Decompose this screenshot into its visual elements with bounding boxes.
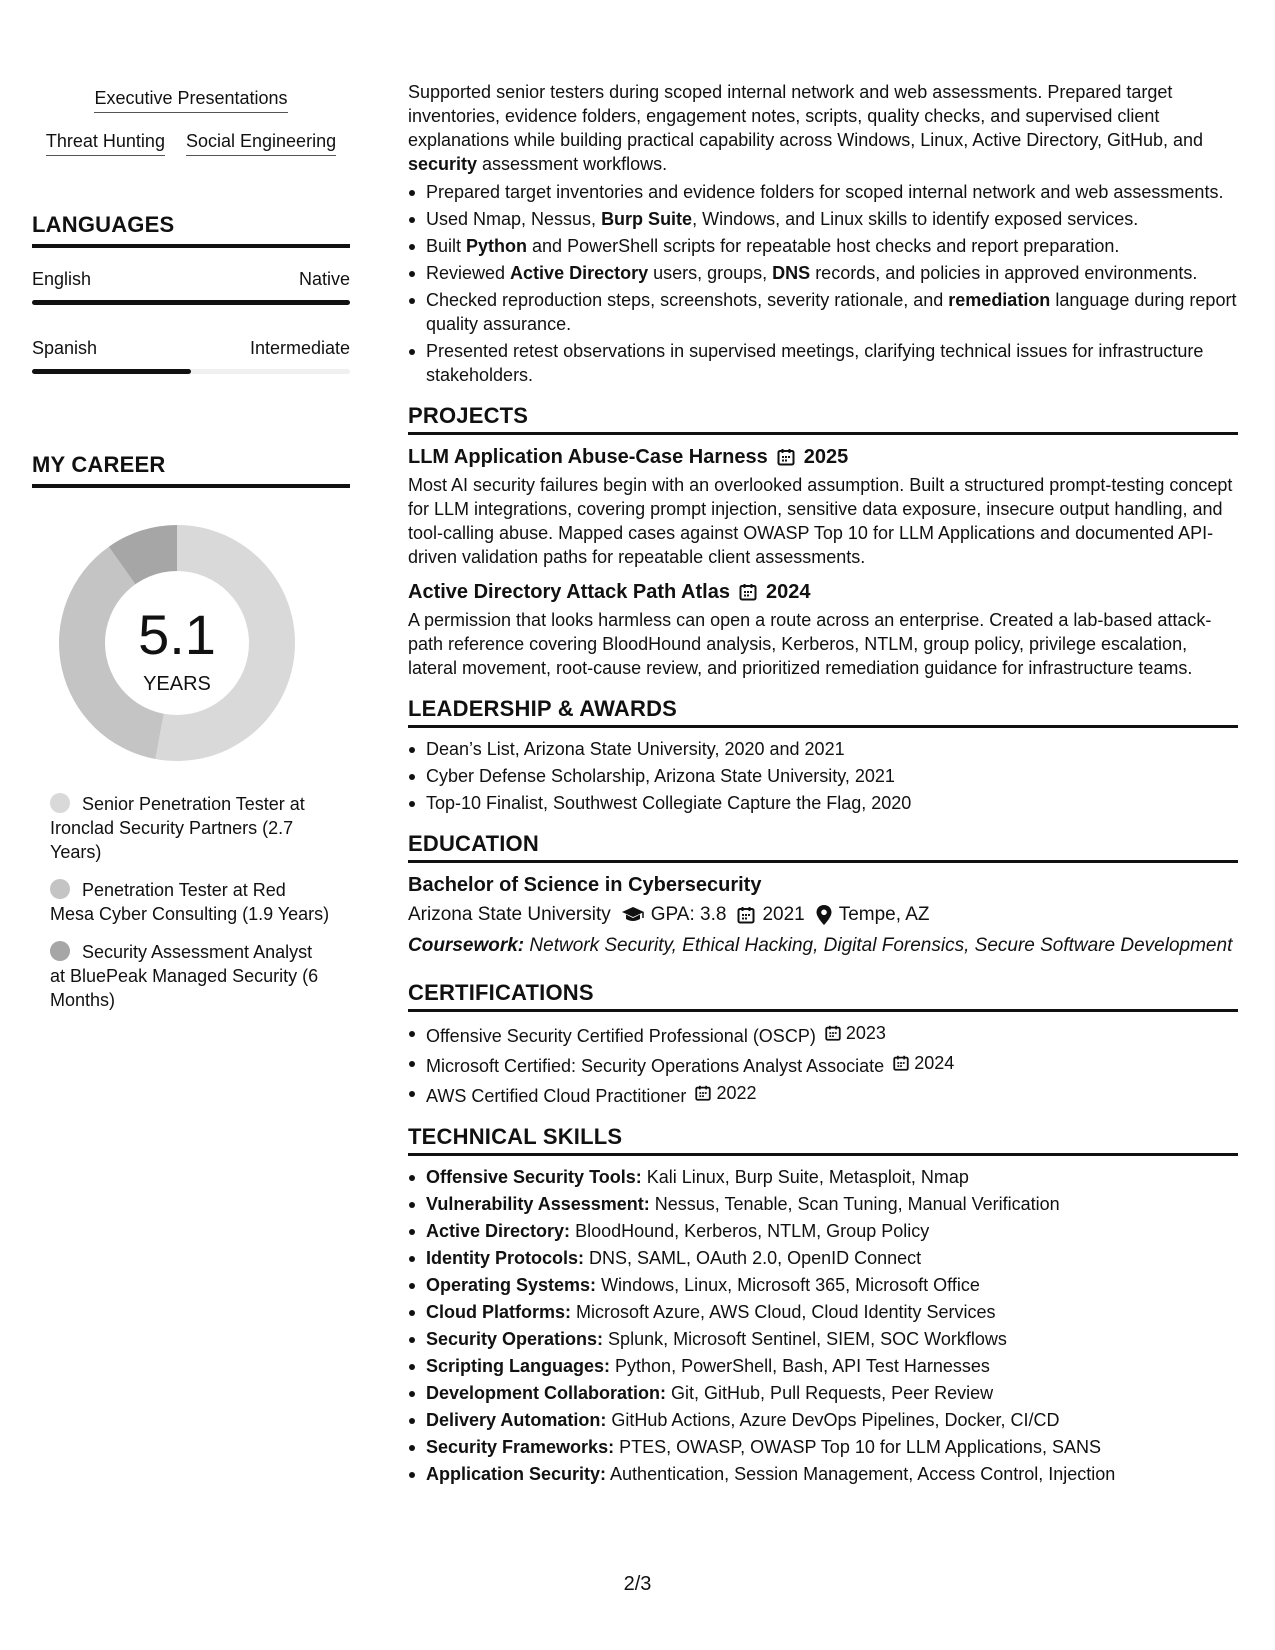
certification-item — [408, 1051, 1238, 1078]
skill-item — [408, 1408, 1238, 1432]
languages-heading: LANGUAGES — [32, 212, 350, 248]
career-role-text: Senior Penetration Tester at Ironclad Security Partners (2.7 Years) — [50, 794, 305, 862]
experience-bullet — [408, 261, 1238, 285]
skill-tag: Threat Hunting — [46, 130, 165, 156]
skill-value: Windows, Linux, Microsoft 365, Microsoft Office — [596, 1275, 980, 1295]
leadership-list — [408, 737, 1238, 815]
project-date — [738, 579, 811, 605]
skill-value: BloodHound, Kerberos, NTLM, Group Policy — [570, 1221, 930, 1241]
language-name: English — [32, 269, 92, 289]
bullet-bold: DNS — [772, 263, 811, 283]
leadership-item: Top-10 Finalist, Southwest Collegiate Capture the Flag, 2020 — [408, 791, 1238, 815]
skill-item — [408, 1300, 1238, 1324]
skill-item — [408, 1273, 1238, 1297]
skill-label: Development Collaboration: — [426, 1383, 667, 1403]
projects-heading: PROJECTS — [408, 403, 1238, 435]
main-column — [408, 80, 1238, 1489]
skill-item — [408, 1165, 1238, 1189]
school-name: Arizona State University — [408, 904, 611, 925]
skills-list — [408, 1165, 1238, 1486]
experience-bullet — [408, 180, 1238, 204]
project-item — [408, 579, 1238, 680]
skill-item — [408, 1192, 1238, 1216]
leadership-item: Dean’s List, Arizona State University, 2020 and 2021 — [408, 737, 1238, 761]
calendar-icon — [694, 1084, 712, 1102]
degree-title: Bachelor of Science in Cybersecurity — [408, 874, 762, 896]
leadership-item: Cyber Defense Scholarship, Arizona State University, 2021 — [408, 764, 1238, 788]
certification-date — [694, 1081, 756, 1105]
language-proficiency-bar — [32, 300, 350, 305]
certification-year: 2022 — [716, 1083, 757, 1103]
bullet-text: , Windows, and Linux skills to identify exposed services. — [692, 209, 1139, 229]
project-description: A permission that looks harmless can open a route across an enterprise. Created a lab-based attack-path reference covering BloodHound analysis, Kerberos, NTLM, group policy, privilege escalation, lateral movement, root-cause review, and prioritized remediation guidance for infrastructure teams. — [408, 610, 1212, 678]
education-year: 2021 — [762, 904, 805, 925]
education-heading: EDUCATION — [408, 831, 1238, 863]
experience-summary — [408, 80, 1238, 176]
certifications-heading: CERTIFICATIONS — [408, 980, 1238, 1012]
bullet-bold: Python — [466, 236, 528, 256]
language-proficiency-bar — [32, 369, 350, 374]
skill-item — [408, 1219, 1238, 1243]
skill-value: Python, PowerShell, Bash, API Test Harnesses — [610, 1356, 990, 1376]
experience-bullet — [408, 207, 1238, 231]
skill-tag: Social Engineering — [186, 130, 336, 156]
bullet-bold: Active Directory — [510, 263, 649, 283]
skill-label: Active Directory: — [426, 1221, 571, 1241]
certification-item — [408, 1021, 1238, 1048]
skill-tags-row — [32, 129, 350, 156]
career-heading: MY CAREER — [32, 452, 350, 488]
language-item — [32, 337, 350, 374]
certification-name: Microsoft Certified: Security Operations Analyst Associate — [426, 1056, 885, 1076]
certifications-list — [408, 1021, 1238, 1108]
project-year: 2025 — [803, 446, 849, 468]
bullet-text: and PowerShell scripts for repeatable host checks and report preparation. — [527, 236, 1120, 256]
certification-date — [892, 1051, 954, 1075]
skills-heading: TECHNICAL SKILLS — [408, 1124, 1238, 1156]
career-total-value: 5.1 — [138, 603, 216, 666]
project-title-row — [408, 444, 1238, 470]
career-role-text: Penetration Tester at Red Mesa Cyber Consulting (1.9 Years) — [50, 880, 330, 924]
project-description: Most AI security failures begin with an overlooked assumption. Built a structured prompt-testing concept for LLM integrations, covering prompt injection, sensitive data exposure, insecure output handling, and tool-calling abuse. Mapped cases against OWASP Top 10 for LLM Applications and documented API-driven validation paths for repeatable client assessments. — [408, 475, 1233, 567]
language-item — [32, 268, 350, 305]
bullet-text: Reviewed — [426, 263, 511, 283]
bullet-bold: Burp Suite — [601, 209, 693, 229]
project-item — [408, 444, 1238, 569]
certification-year: 2023 — [845, 1023, 886, 1043]
language-proficiency-fill — [32, 369, 191, 374]
experience-bullet — [408, 234, 1238, 258]
certification-name: AWS Certified Cloud Practitioner — [426, 1086, 687, 1106]
coursework-list: Network Security, Ethical Hacking, Digital Forensics, Secure Software Development — [524, 935, 1233, 956]
skill-value: Nessus, Tenable, Scan Tuning, Manual Verification — [649, 1194, 1060, 1214]
bullet-text: language during report quality assurance. — [426, 290, 1237, 334]
summary-text: Supported senior testers during scoped internal network and web assessments. Prepared target inventories, evidence folders, engagement notes, scripts, quality checks, and supervised client explanations while building practical capability across Windows, Linux, Active Directory, GitHub, and — [408, 82, 1204, 150]
education-details — [408, 902, 1238, 928]
skill-value: GitHub Actions, Azure DevOps Pipelines, Docker, CI/CD — [606, 1410, 1060, 1430]
career-role-text: Security Assessment Analyst at BluePeak Managed Security (6 Months) — [50, 942, 319, 1010]
skill-item — [408, 1354, 1238, 1378]
certification-item — [408, 1081, 1238, 1108]
bullet-text: Built — [426, 236, 467, 256]
skill-value: DNS, SAML, OAuth 2.0, OpenID Connect — [584, 1248, 922, 1268]
language-level: Native — [298, 269, 350, 289]
skill-label: Operating Systems: — [426, 1275, 597, 1295]
summary-text: assessment workflows. — [477, 154, 668, 174]
bullet-text: users, groups, — [648, 263, 773, 283]
project-title: Active Directory Attack Path Atlas — [408, 581, 730, 603]
skill-label: Vulnerability Assessment: — [426, 1194, 650, 1214]
experience-bullets — [408, 180, 1238, 387]
legend-dot — [50, 879, 70, 899]
calendar-icon — [892, 1054, 910, 1072]
calendar-icon — [736, 905, 756, 925]
career-legend-item — [50, 792, 330, 864]
project-year: 2024 — [765, 581, 811, 603]
skill-tag: Executive Presentations — [94, 87, 287, 113]
certification-date — [824, 1021, 886, 1045]
language-proficiency-fill — [32, 300, 350, 305]
skill-value: Splunk, Microsoft Sentinel, SIEM, SOC Workflows — [603, 1329, 1007, 1349]
bullet-text: Presented retest observations in supervised meetings, clarifying technical issues for infrastructure stakeholders. — [426, 341, 1204, 385]
bullet-text: Used Nmap, Nessus, — [426, 209, 602, 229]
certification-name: Offensive Security Certified Professional (OSCP) — [426, 1026, 816, 1046]
education-location: Tempe, AZ — [838, 904, 930, 925]
bullet-text: records, and policies in approved environments. — [810, 263, 1198, 283]
skill-value: Microsoft Azure, AWS Cloud, Cloud Identity Services — [571, 1302, 996, 1322]
career-total-unit: YEARS — [143, 673, 211, 695]
language-level: Intermediate — [249, 338, 350, 358]
skill-label: Scripting Languages: — [426, 1356, 611, 1376]
summary-bold: security — [408, 154, 478, 174]
education-gpa: GPA: 3.8 — [650, 904, 727, 925]
skill-label: Delivery Automation: — [426, 1410, 607, 1430]
skill-item — [408, 1381, 1238, 1405]
language-name: Spanish — [32, 338, 98, 358]
skill-value: PTES, OWASP, OWASP Top 10 for LLM Applications, SANS — [614, 1437, 1101, 1457]
leadership-heading: LEADERSHIP & AWARDS — [408, 696, 1238, 728]
experience-bullet — [408, 288, 1238, 336]
skill-label: Offensive Security Tools: — [426, 1167, 642, 1187]
bullet-bold: remediation — [948, 290, 1051, 310]
career-donut-chart — [54, 520, 300, 766]
skill-item — [408, 1246, 1238, 1270]
bullet-text: Prepared target inventories and evidence folders for scoped internal network and web assessments. — [426, 182, 1224, 202]
career-legend — [50, 792, 330, 1026]
project-title: LLM Application Abuse-Case Harness — [408, 446, 768, 468]
skill-tags-row — [32, 86, 350, 113]
skill-label: Security Operations: — [426, 1329, 604, 1349]
career-legend-item — [50, 878, 330, 926]
bullet-text: Checked reproduction steps, screenshots, severity rationale, and — [426, 290, 949, 310]
skill-value: Git, GitHub, Pull Requests, Peer Review — [666, 1383, 994, 1403]
skill-label: Application Security: — [426, 1464, 607, 1484]
skill-label: Identity Protocols: — [426, 1248, 585, 1268]
legend-dot — [50, 941, 70, 961]
legend-dot — [50, 793, 70, 813]
skill-value: Authentication, Session Management, Access Control, Injection — [606, 1464, 1116, 1484]
location-pin-icon — [815, 904, 833, 926]
skill-label: Cloud Platforms: — [426, 1302, 572, 1322]
career-legend-item — [50, 940, 330, 1012]
project-date — [776, 444, 849, 470]
calendar-icon — [824, 1024, 842, 1042]
calendar-icon — [776, 447, 796, 467]
certification-year: 2024 — [914, 1053, 955, 1073]
coursework-label: Coursework: — [408, 935, 525, 956]
skill-item — [408, 1435, 1238, 1459]
skill-label: Security Frameworks: — [426, 1437, 615, 1457]
graduation-cap-icon — [621, 905, 645, 925]
calendar-icon — [738, 582, 758, 602]
experience-bullet — [408, 339, 1238, 387]
skill-item — [408, 1327, 1238, 1351]
project-title-row — [408, 579, 1238, 605]
skill-item — [408, 1462, 1238, 1486]
coursework — [408, 934, 1238, 958]
skill-value: Kali Linux, Burp Suite, Metasploit, Nmap — [641, 1167, 969, 1187]
page-number: 2/3 — [623, 1573, 652, 1595]
